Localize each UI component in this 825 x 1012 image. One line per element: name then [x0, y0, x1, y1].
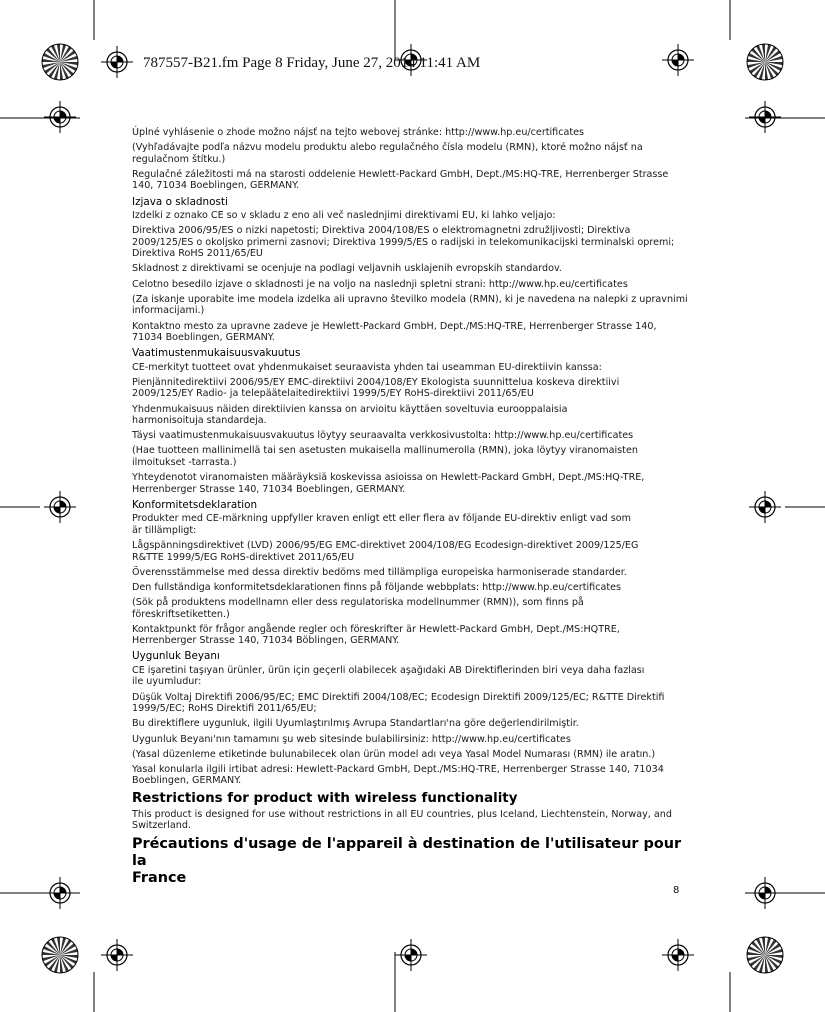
paragraph: (Sök på produktens modellnamn eller dess regulatoriska modellnummer (RMN)), som finns på föreskriftsetiketten.) [132, 597, 584, 620]
registration-target [749, 491, 781, 523]
section-heading: Konformitetsdeklaration [132, 498, 258, 511]
paragraph: Regulačné záležitosti má na starosti oddelenie Hewlett-Packard GmbH, Dept./MS:HQ-TRE, Herrenberger Strasse 140, 71034 Boeblingen, GERMANY. [132, 168, 669, 192]
paragraph: Izdelki z oznako CE so v skladu z eno ali več naslednjimi direktivami EU, ki lahko veljajo: [132, 210, 556, 222]
paragraph: Kontaktno mesto za upravne zadeve je Hewlett-Packard GmbH, Dept./MS:HQ-TRE, Herrenberger Strasse 140, 71034 Boeblingen, GERMANY. [132, 320, 657, 343]
section-heading: Vaatimustenmukaisuusvakuutus [132, 347, 301, 360]
paragraph: Uygunluk Beyanı'nın tamamını şu web sitesinde bulabilirsiniz: http://www.hp.eu/certificates [132, 733, 571, 745]
section-heading: Izjava o skladnosti [132, 195, 228, 208]
starburst-mark [747, 937, 783, 973]
paragraph: Úplné vyhlásenie o zhode možno nájsť na tejto webovej stránke: http://www.hp.eu/certificates [132, 127, 585, 138]
registration-target [44, 877, 76, 909]
starburst-mark [42, 937, 78, 973]
paragraph: This product is designed for use without restrictions in all EU countries, plus Iceland, Liechtenstein, Norway, and Switzerland. [132, 808, 672, 832]
paragraph: (Hae tuotteen mallinimellä tai sen asetusten mukaisella mallinumerolla (RMN), joka löytyy viranomaisten ilmoitukset -tarrasta.) [132, 445, 638, 468]
paragraph: Pienjännitedirektiivi 2006/95/EY EMC-direktiivi 2004/108/EY Ekologista suunnittelua koskeva direktiivi 2009/125/EY Radio- ja telepäätelaitedirektiivi 1999/5/EY RoHS-direktiivi 2011/65/EU [132, 376, 620, 400]
registration-target [662, 44, 694, 76]
paragraph: Kontaktpunkt för frågor angående regler och föreskrifter är Hewlett-Packard GmbH, Dept./MS:HQTRE, Herrenberger Strasse 140, 71034 Böblingen, GERMANY. [132, 623, 620, 647]
paragraph: Celotno besedilo izjave o skladnosti je na voljo na naslednji spletni strani: http://www.hp.eu/certificates [132, 278, 628, 290]
document-body [132, 127, 692, 887]
paragraph: (Yasal düzenleme etiketinde bulunabilecek olan ürün model adı veya Yasal Model Numarası (RMN) ile aratın.) [132, 748, 656, 760]
registration-target [749, 877, 781, 909]
paragraph: Täysi vaatimustenmukaisuusvakuutus löytyy seuraavalta verkkosivustolta: http://www.hp.eu/certificates [132, 430, 634, 442]
section-heading: Précautions d'usage de l'appareil à destination de l'utilisateur pour la France [132, 835, 682, 886]
registration-target [749, 101, 781, 133]
paragraph: Lågspänningsdirektivet (LVD) 2006/95/EG EMC-direktivet 2004/108/EG Ecodesign-direktivet 2009/125/EG R&TTE 1999/5/EG RoHS-direktivet 2011/65/EU [132, 540, 639, 563]
page-header: 787557-B21.fm Page 8 Friday, June 27, 2014 11:41 AM [143, 55, 481, 71]
starburst-mark [747, 44, 783, 80]
paragraph: Den fullständiga konformitetsdeklarationen finns på följande webbplats: http://www.hp.eu/certificates [132, 581, 622, 593]
section-heading: Uygunluk Beyanı [132, 650, 220, 663]
paragraph: Düşük Voltaj Direktifi 2006/95/EC; EMC Direktifi 2004/108/EC; Ecodesign Direktifi 2009/125/EC; R&TTE Direktifi 1999/5/EC; RoHS Direktifi 2011/65/EU; [132, 691, 665, 715]
registration-target [662, 939, 694, 971]
paragraph: Överensstämmelse med dessa direktiv bedöms med tillämpliga europeiska harmoniserade standarder. [132, 566, 627, 578]
section-heading: Restrictions for product with wireless functionality [132, 790, 518, 806]
registration-target [395, 939, 427, 971]
paragraph: Bu direktiflere uygunluk, ilgili Uyumlaştırılmış Avrupa Standartları'na göre değerlendirilmiştir. [132, 718, 579, 730]
registration-target [101, 46, 133, 78]
paragraph: Produkter med CE-märkning uppfyller kraven enligt ett eller flera av följande EU-direktiv enligt vad som är tillämpligt: [132, 513, 631, 536]
registration-target [44, 101, 76, 133]
registration-target [44, 491, 76, 523]
paragraph: Direktiva 2006/95/ES o nizki napetosti; Direktiva 2004/108/ES o elektromagnetni združljivosti; Direktiva 2009/125/ES o okoljsko primerni zasnovi; Direktiva 1999/5/ES o radijski in telekomunikacijski terminalski opremi; Direktiva RoHS 2011/65/EU [132, 225, 675, 260]
paragraph: CE-merkityt tuotteet ovat yhdenmukaiset seuraavista yhden tai useamman EU-direktiivin kanssa: [132, 361, 602, 373]
paragraph: (Vyhľadávajte podľa názvu modelu produktu alebo regulačného čísla modelu (RMN), ktoré možno nájsť na regulačnom štítku.) [132, 142, 643, 165]
page-number: 8 [673, 885, 680, 896]
paragraph: CE işaretini taşıyan ürünler, ürün için geçerli olabilecek aşağıdaki AB Direktiflerinden biri veya daha fazlası ile uyumludur: [132, 664, 645, 688]
registration-target [101, 939, 133, 971]
paragraph: Yhteydenotot viranomaisten määräyksiä koskevissa asioissa on Hewlett-Packard GmbH, Dept./MS:HQ-TRE, Herrenberger Strasse 140, 71034 Boeblingen, GERMANY. [132, 472, 645, 495]
paragraph: Yhdenmukaisuus näiden direktiivien kanssa on arvioitu käyttäen soveltuvia eurooppalaisia harmonisoituja standardeja. [132, 403, 568, 427]
starburst-mark [42, 44, 78, 80]
paragraph: Yasal konularla ilgili irtibat adresi: Hewlett-Packard GmbH, Dept./MS:HQ-TRE, Herrenberger Strasse 140, 71034 Boeblingen, GERMANY. [132, 763, 664, 787]
paragraph: Skladnost z direktivami se ocenjuje na podlagi veljavnih usklajenih evropskih standardov. [132, 263, 562, 275]
paragraph: (Za iskanje uporabite ime modela izdelka ali upravno številko modela (RMN), ki je navedena na nalepki z upravnimi informacijami.) [132, 293, 688, 317]
